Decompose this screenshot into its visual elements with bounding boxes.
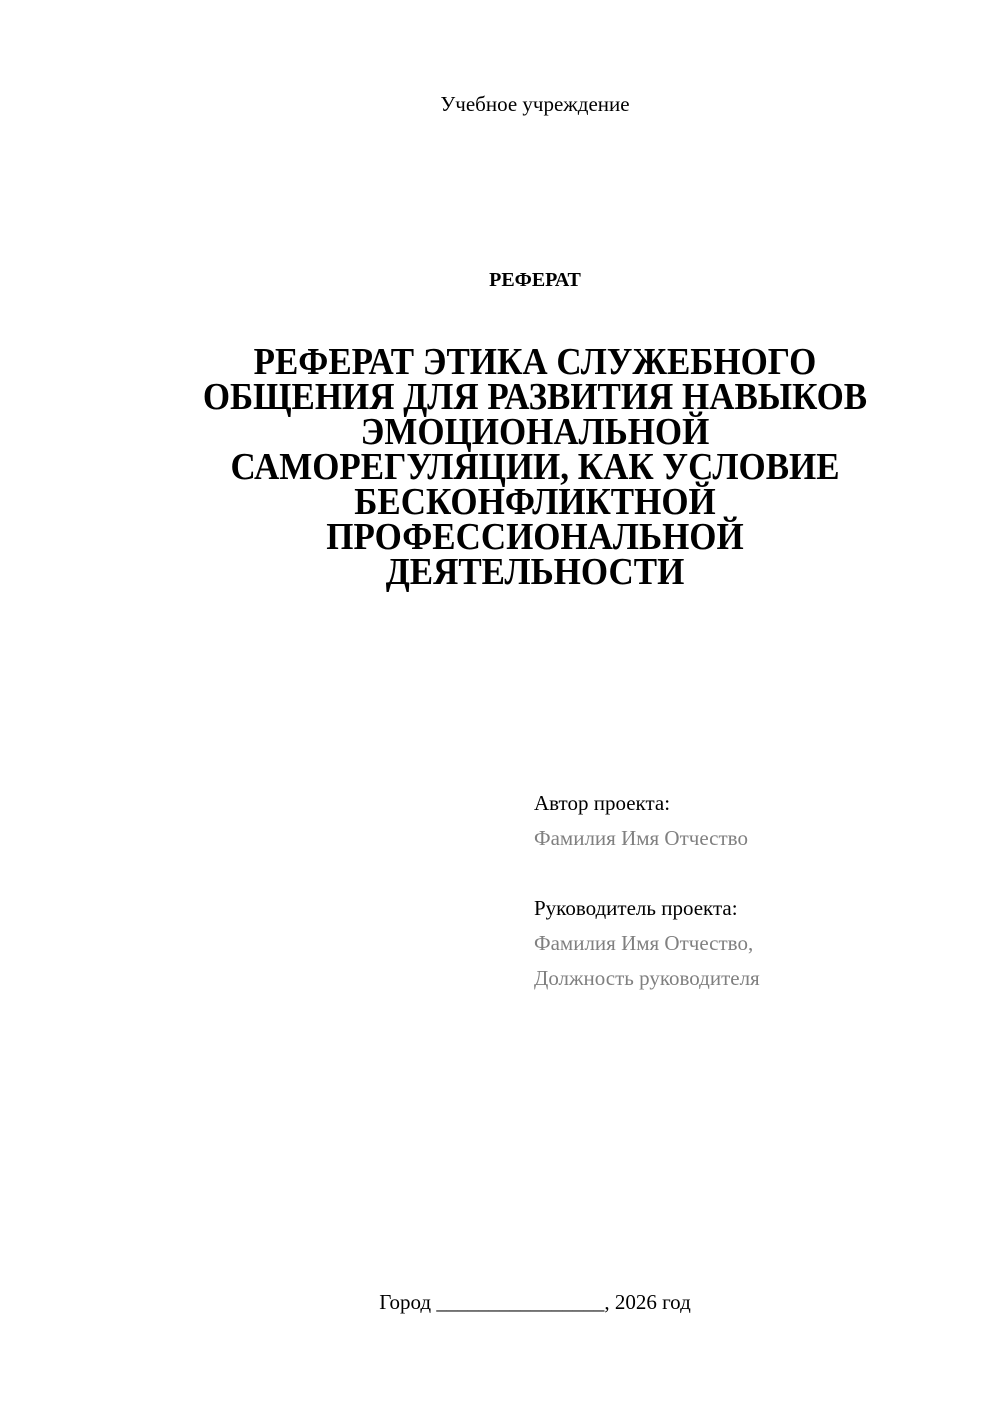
title-line: ОБЩЕНИЯ ДЛЯ РАЗВИТИЯ НАВЫКОВ <box>202 376 868 418</box>
supervisor-position: Должность руководителя <box>534 966 760 990</box>
supervisor-name: Фамилия Имя Отчество, <box>534 931 754 955</box>
supervisor-block <box>534 891 760 996</box>
title-line: ДЕЯТЕЛЬНОСТИ <box>385 551 685 593</box>
title-line: РЕФЕРАТ ЭТИКА СЛУЖЕБНОГО <box>253 341 817 383</box>
author-block <box>534 786 748 856</box>
city-year: Город ________________, 2026 год <box>379 1290 691 1314</box>
document-type: РЕФЕРАТ <box>489 269 581 291</box>
title-line: ЭМОЦИОНАЛЬНОЙ <box>360 411 710 453</box>
title-line: БЕСКОНФЛИКТНОЙ <box>354 481 716 523</box>
author-label: Автор проекта: <box>534 791 671 815</box>
author-name: Фамилия Имя Отчество <box>534 826 748 850</box>
institution: Учебное учреждение <box>440 92 630 116</box>
title-line: ПРОФЕССИОНАЛЬНОЙ <box>326 516 744 558</box>
title-line: САМОРЕГУЛЯЦИИ, КАК УСЛОВИЕ <box>230 446 840 488</box>
document-title <box>35 341 1000 593</box>
supervisor-label: Руководитель проекта: <box>534 896 738 920</box>
